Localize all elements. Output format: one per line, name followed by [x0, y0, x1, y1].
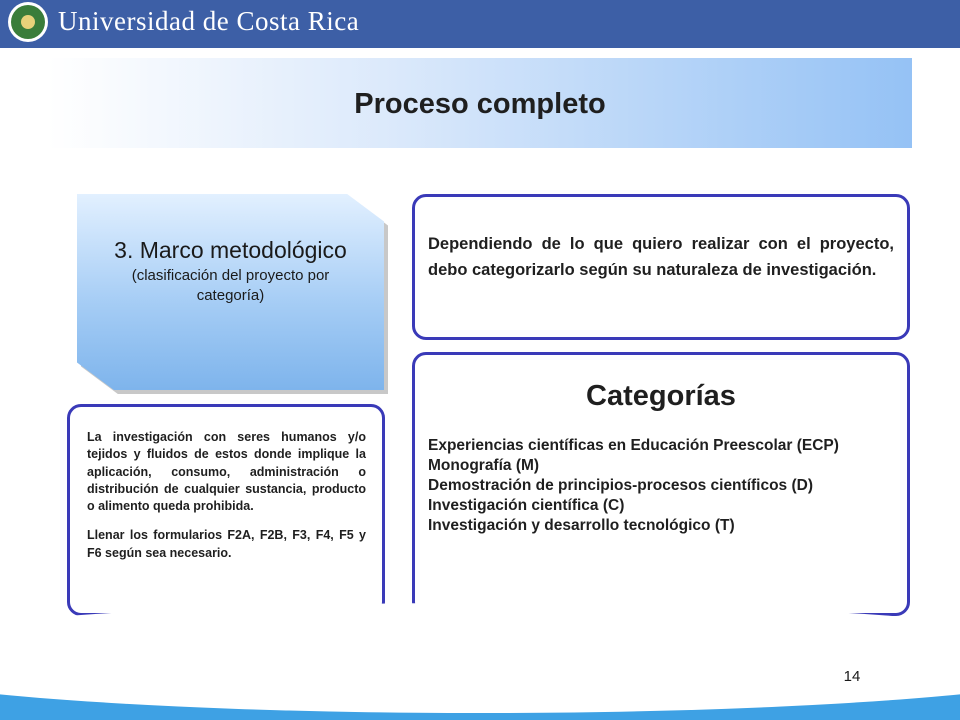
step-tag — [77, 194, 384, 390]
restriction-paragraph: La investigación con seres humanos y/o tejidos y fluidos de estos donde implique la aplicación, consumo, administración o distribución de cualquier sustancia, producto o alimento queda prohibida. — [87, 430, 366, 514]
step-sub-label: (clasificación del proyecto por categoría) — [131, 267, 330, 304]
instruction-box — [412, 194, 910, 340]
university-seal-icon — [8, 2, 48, 42]
category-item: Monografía (M) — [428, 457, 540, 474]
restriction-box — [67, 404, 385, 616]
seal-ring — [11, 5, 45, 39]
header-bar — [0, 0, 960, 48]
forms-paragraph: Llenar los formularios F2A, F2B, F3, F4, F5 y F6 según sea necesario. — [87, 528, 366, 560]
page-number: 14 — [843, 668, 861, 685]
step-main-label: 3. Marco metodológico — [114, 237, 347, 263]
instruction-text: Dependiendo de lo que quiero realizar con el proyecto, debo categorizarlo según su naturaleza de investigación. — [428, 235, 894, 279]
category-item: Demostración de principios-procesos científicos (D) — [428, 477, 813, 494]
category-item: Investigación y desarrollo tecnológico (T) — [428, 517, 735, 534]
slide-title: Proceso completo — [354, 88, 606, 120]
categories-box — [412, 352, 910, 616]
categories-title: Categorías — [586, 380, 736, 412]
step-tag-text — [97, 236, 364, 306]
category-item: Experiencias científicas en Educación Preescolar (ECP) — [428, 437, 839, 454]
seal-core — [21, 15, 35, 29]
categories-list — [428, 436, 894, 536]
category-item: Investigación científica (C) — [428, 497, 625, 514]
university-name: Universidad de Costa Rica — [58, 6, 360, 36]
footer-curve — [0, 603, 960, 713]
